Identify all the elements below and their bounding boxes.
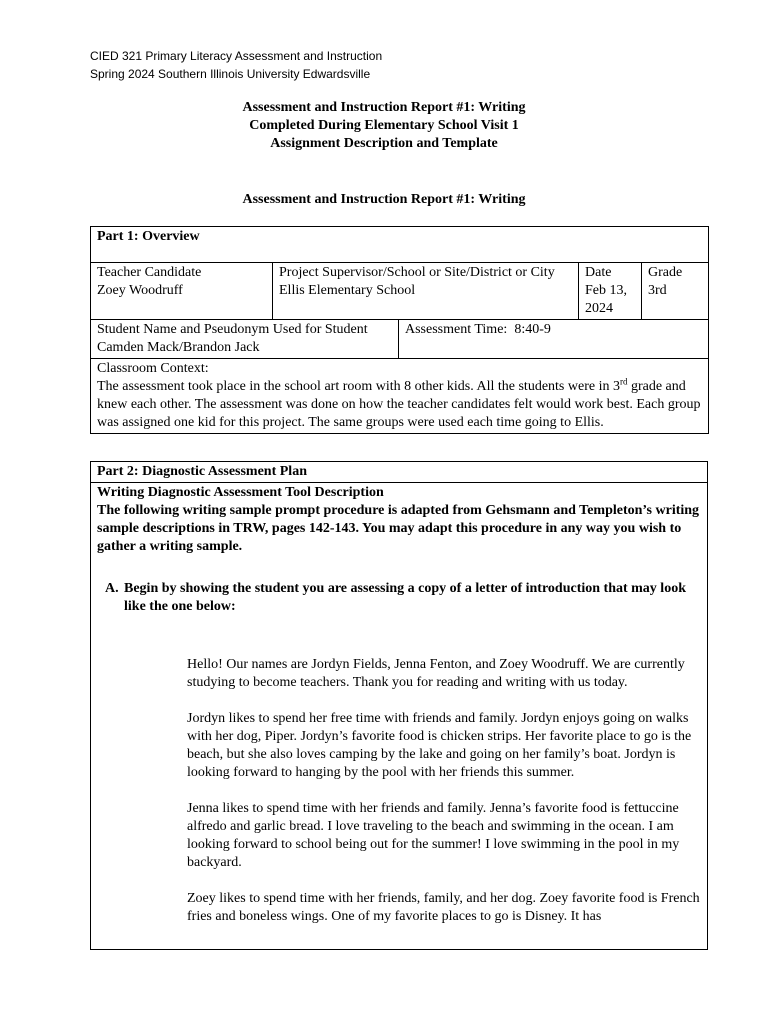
letter-paragraph: Jordyn likes to spend her free time with friends and family. Jordyn enjoys going on walks with her dog, Piper. Jordyn’s favorite food is chicken strips. Her favorite place to go is the beach, but she also loves camping by the lake and going on her family’s boat. Jordyn is looking forward to hanging by the pool with her friends this summer. xyxy=(187,711,692,780)
report-subtitle: Assessment and Instruction Report #1: Writing xyxy=(242,192,526,207)
title-line-3: Assignment Description and Template xyxy=(270,136,498,151)
grade-value: 3rd xyxy=(648,283,667,298)
course-header xyxy=(90,47,382,83)
context-text: The assessment took place in the school art room with 8 other kids. All the students were in 3rd grade and knew each other. The assessment was done on how the teacher candidates felt would work best. Each group was assigned one kid for this project. The same groups were used each time going to Ellis. xyxy=(97,376,701,430)
teacher-cell xyxy=(91,263,273,320)
letter-paragraph: Zoey likes to spend time with her friends, family, and her dog. Zoey favorite food is French fries and boneless wings. One of my favorite places to go is Disney. It has xyxy=(187,891,700,924)
time-label: Assessment Time: xyxy=(405,322,508,337)
student-label: Student Name and Pseudonym Used for Student xyxy=(97,322,368,337)
date-label: Date xyxy=(585,265,612,280)
supervisor-label: Project Supervisor/School or Site/District or City xyxy=(279,265,555,280)
overview-table xyxy=(90,226,709,434)
student-cell xyxy=(91,320,399,359)
letter-paragraph: Hello! Our names are Jordyn Fields, Jenna Fenton, and Zoey Woodruff. We are currently studying to become teachers. Thank you for reading and writing with us today. xyxy=(187,657,685,690)
time-value: 8:40-9 xyxy=(514,322,551,337)
grade-label: Grade xyxy=(648,265,683,280)
title-line-2: Completed During Elementary School Visit 1 xyxy=(249,118,519,133)
document-title xyxy=(0,99,768,153)
context-label: Classroom Context: xyxy=(97,361,209,376)
supervisor-cell xyxy=(273,263,579,320)
date-cell xyxy=(579,263,642,320)
context-cell xyxy=(91,359,709,434)
course-title: CIED 321 Primary Literacy Assessment and Instruction xyxy=(90,49,383,63)
date-value: Feb 13, 2024 xyxy=(585,283,627,316)
semester-line: Spring 2024 Southern Illinois University Edwardsville xyxy=(90,67,371,81)
grade-cell xyxy=(642,263,709,320)
part2-heading: Part 2: Diagnostic Assessment Plan xyxy=(91,462,708,483)
tool-description: The following writing sample prompt procedure is adapted from Gehsmann and Templeton’s writing sample descriptions in TRW, pages 142-143. You may adapt this procedure in any way you wish to gather a writing sample. xyxy=(97,503,700,554)
diagnostic-plan-table xyxy=(90,461,708,950)
list-item-a xyxy=(97,580,701,616)
list-marker: A. xyxy=(105,581,119,596)
tool-heading: Writing Diagnostic Assessment Tool Description xyxy=(97,485,384,500)
time-cell xyxy=(399,320,709,359)
student-value: Camden Mack/Brandon Jack xyxy=(97,340,260,355)
supervisor-value: Ellis Elementary School xyxy=(279,283,416,298)
part1-heading: Part 1: Overview xyxy=(91,227,709,263)
teacher-value: Zoey Woodruff xyxy=(97,283,183,298)
sample-letter xyxy=(187,656,701,926)
title-line-1: Assessment and Instruction Report #1: Writing xyxy=(242,100,526,115)
diagnostic-content-cell xyxy=(91,483,708,950)
list-item-text: Begin by showing the student you are assessing a copy of a letter of introduction that may look like the one below: xyxy=(124,581,686,614)
teacher-label: Teacher Candidate xyxy=(97,265,202,280)
letter-paragraph: Jenna likes to spend time with her friends and family. Jenna’s favorite food is fettuccine alfredo and garlic bread. I love traveling to the beach and swimming in the ocean. I am looking forward to school being out for the summer! I love swimming in the pool in my backyard. xyxy=(187,801,680,870)
